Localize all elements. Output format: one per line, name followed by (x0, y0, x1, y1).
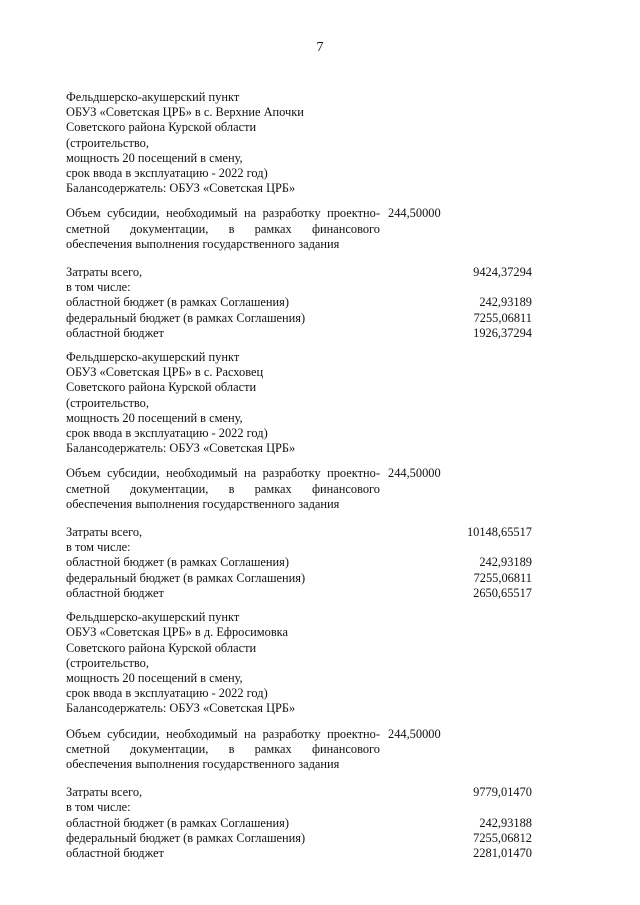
facility-description (66, 350, 536, 456)
cost-amount: 9424,37294 (473, 265, 532, 280)
cost-amount: 2650,65517 (473, 585, 532, 600)
facility-line: мощность 20 посещений в смену, (66, 410, 243, 425)
cost-label: Затраты всего, (66, 785, 143, 800)
facility-line: Советского района Курской области (66, 120, 257, 135)
subsidy-value: 244,50000 (388, 726, 441, 741)
facility-line: Фельдшерско-акушерский пункт (66, 90, 240, 104)
facility-line: мощность 20 посещений в смену, (66, 150, 243, 165)
subsidy-row (66, 466, 536, 512)
facility-section (66, 610, 536, 861)
cost-amount: 7255,06811 (473, 310, 532, 325)
facility-line: (строительство, (66, 135, 149, 150)
facility-line: Советского района Курской области (66, 640, 257, 655)
cost-row (66, 311, 532, 326)
facility-line: Балансодержатель: ОБУЗ «Советская ЦРБ» (66, 181, 296, 196)
cost-label: в том числе: (66, 280, 131, 295)
facility-line: Советского района Курской области (66, 380, 257, 395)
cost-row (66, 540, 532, 555)
cost-label: Затраты всего, (66, 265, 143, 280)
cost-row (66, 816, 532, 831)
cost-label: областной бюджет (в рамках Соглашения) (66, 815, 289, 830)
cost-amount: 242,93189 (479, 555, 532, 570)
facility-line: Фельдшерско-акушерский пункт (66, 610, 240, 625)
facility-line: Балансодержатель: ОБУЗ «Советская ЦРБ» (66, 701, 296, 716)
facility-line: (строительство, (66, 395, 149, 410)
cost-amount: 1926,37294 (473, 325, 532, 340)
cost-row (66, 846, 532, 861)
subsidy-text: Объем субсидии, необходимый на разработку проектно-сметной документации, в рамках финансового обеспечения выполнения государственного задания (66, 206, 380, 251)
cost-amount: 2281,01470 (473, 845, 532, 860)
costs-table (66, 525, 536, 601)
cost-amount: 9779,01470 (473, 785, 532, 800)
cost-amount: 7255,06811 (473, 570, 532, 585)
facility-line: мощность 20 посещений в смену, (66, 670, 243, 685)
cost-label: областной бюджет (66, 845, 164, 860)
cost-row (66, 280, 532, 295)
facility-line: ОБУЗ «Советская ЦРБ» в с. Верхние Апочки (66, 105, 304, 120)
facility-line: ОБУЗ «Советская ЦРБ» в с. Расховец (66, 365, 264, 380)
cost-row (66, 800, 532, 815)
facility-line: срок ввода в эксплуатацию - 2022 год) (66, 166, 268, 181)
facility-line: срок ввода в эксплуатацию - 2022 год) (66, 686, 268, 701)
cost-amount: 242,93189 (479, 295, 532, 310)
cost-row (66, 265, 532, 280)
cost-label: федеральный бюджет (в рамках Соглашения) (66, 310, 306, 325)
cost-amount: 10148,65517 (466, 525, 532, 540)
cost-row (66, 525, 532, 540)
cost-label: в том числе: (66, 540, 131, 555)
facility-description (66, 610, 536, 716)
costs-table (66, 265, 536, 341)
facility-line: Фельдшерско-акушерский пункт (66, 350, 240, 365)
cost-row (66, 586, 532, 601)
cost-row (66, 831, 532, 846)
cost-row (66, 785, 532, 800)
cost-row (66, 326, 532, 341)
cost-label: в том числе: (66, 800, 131, 815)
subsidy-value: 244,50000 (388, 206, 441, 221)
costs-table (66, 785, 536, 861)
subsidy-row (66, 206, 536, 252)
cost-amount: 242,93188 (479, 815, 532, 830)
cost-row (66, 571, 532, 586)
document-body (66, 90, 536, 870)
subsidy-text: Объем субсидии, необходимый на разработку проектно-сметной документации, в рамках финансового обеспечения выполнения государственного задания (66, 466, 380, 511)
facility-section (66, 90, 536, 341)
facility-section (66, 350, 536, 601)
cost-label: областной бюджет (66, 585, 164, 600)
facility-line: ОБУЗ «Советская ЦРБ» в д. Ефросимовка (66, 625, 289, 640)
cost-label: областной бюджет (в рамках Соглашения) (66, 295, 289, 310)
page-number: 7 (316, 40, 324, 55)
subsidy-value: 244,50000 (388, 466, 441, 481)
cost-label: областной бюджет (в рамках Соглашения) (66, 555, 289, 570)
facility-line: срок ввода в эксплуатацию - 2022 год) (66, 426, 268, 441)
facility-line: Балансодержатель: ОБУЗ «Советская ЦРБ» (66, 441, 296, 456)
cost-label: Затраты всего, (66, 525, 143, 540)
cost-label: федеральный бюджет (в рамках Соглашения) (66, 570, 306, 585)
cost-label: федеральный бюджет (в рамках Соглашения) (66, 830, 306, 845)
cost-amount: 7255,06812 (473, 830, 532, 845)
cost-label: областной бюджет (66, 325, 164, 340)
facility-description (66, 90, 536, 196)
cost-row (66, 555, 532, 570)
cost-row (66, 295, 532, 310)
subsidy-text: Объем субсидии, необходимый на разработку проектно-сметной документации, в рамках финансового обеспечения выполнения государственного задания (66, 726, 380, 771)
subsidy-row (66, 727, 536, 773)
facility-line: (строительство, (66, 655, 149, 670)
